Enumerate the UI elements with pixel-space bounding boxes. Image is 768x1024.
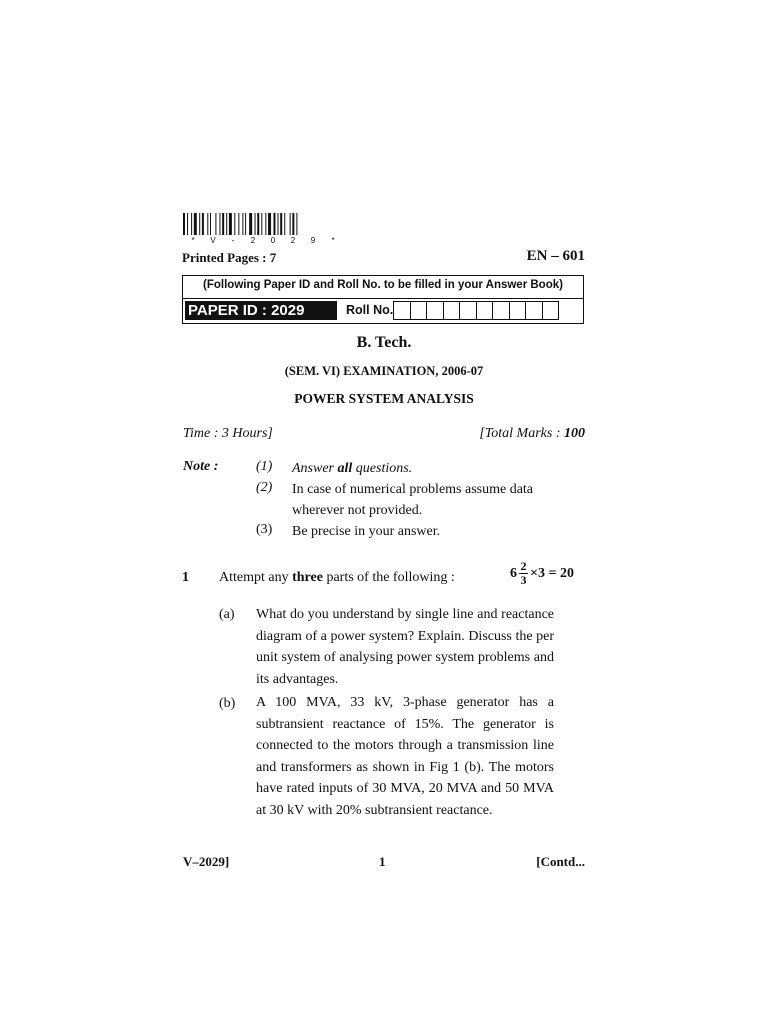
note-number: (1) xyxy=(256,459,273,474)
barcode-bar xyxy=(234,213,235,235)
fraction-denominator: 3 xyxy=(520,573,527,587)
roll-number-label: Roll No. xyxy=(346,303,394,317)
barcode-bar xyxy=(261,213,262,235)
roll-number-box xyxy=(410,301,428,320)
barcode-char: 9 xyxy=(310,236,316,245)
barcode xyxy=(183,213,343,235)
barcode-bar xyxy=(215,213,216,235)
note-item: In case of numerical problems assume data wherever not provided. xyxy=(292,482,534,518)
roll-number-box xyxy=(459,301,477,320)
question-number: 1 xyxy=(182,570,189,585)
page-number: 1 xyxy=(379,854,386,869)
barcode-char: * xyxy=(191,236,195,245)
barcode-bar xyxy=(265,213,266,235)
roll-number-box xyxy=(542,301,560,320)
printed-pages: Printed Pages : 7 xyxy=(182,250,277,265)
barcode-bar xyxy=(207,213,208,235)
part-text: What do you understand by single line and reactance diagram of a power system? Explain. Discuss the per unit system of analysing power system problems and its advantages. xyxy=(256,607,554,687)
barcode-bar xyxy=(249,213,252,235)
fraction-numerator: 2 xyxy=(520,559,527,573)
continued-label: [Contd... xyxy=(536,854,585,869)
question-instruction xyxy=(219,570,455,586)
paper-id-box xyxy=(182,275,584,324)
barcode-bar xyxy=(226,213,227,235)
roll-number-box xyxy=(426,301,444,320)
marks-rest: ×3 = 20 xyxy=(530,565,574,581)
barcode-text xyxy=(183,236,343,245)
barcode-bar xyxy=(191,213,192,235)
barcode-bar xyxy=(219,213,220,235)
barcode-bar xyxy=(290,213,291,235)
barcode-bar xyxy=(292,213,294,235)
question-text: Attempt any xyxy=(219,570,293,585)
roll-number-box xyxy=(525,301,543,320)
marks-fraction xyxy=(519,560,528,587)
barcode-bar xyxy=(268,213,271,235)
barcode-char: V xyxy=(210,236,216,245)
barcode-bar xyxy=(238,213,239,235)
barcode-bar xyxy=(194,213,197,235)
barcode-bar xyxy=(202,213,204,235)
barcode-char: 2 xyxy=(290,236,296,245)
note-item xyxy=(292,458,588,479)
note-label: Note : xyxy=(183,459,219,474)
barcode-bar xyxy=(229,213,232,235)
barcode-char: * xyxy=(331,236,335,245)
question-text: parts of the following : xyxy=(322,570,455,585)
part-label: (b) xyxy=(219,696,236,711)
barcode-bar xyxy=(296,213,297,235)
total-marks xyxy=(479,426,585,442)
note-number: (2) xyxy=(256,480,273,495)
divider xyxy=(183,298,583,299)
paper-id-label: PAPER ID : 2029 xyxy=(185,301,337,320)
part-label: (a) xyxy=(219,607,235,622)
note-number: (3) xyxy=(256,522,273,537)
question-marks xyxy=(510,560,574,587)
barcode-bar xyxy=(187,213,188,235)
paper-code: EN – 601 xyxy=(526,248,585,264)
barcode-bar xyxy=(284,213,285,235)
roll-number-box xyxy=(443,301,461,320)
roll-number-boxes xyxy=(393,301,558,320)
barcode-bar xyxy=(242,213,243,235)
degree-title: B. Tech. xyxy=(356,334,412,351)
footer-paper-code: V–2029] xyxy=(183,854,230,869)
barcode-char: 0 xyxy=(270,236,276,245)
note-text: questions. xyxy=(352,461,413,476)
barcode-bar xyxy=(183,213,185,235)
barcode-bar xyxy=(273,213,275,235)
barcode-bar xyxy=(257,213,259,235)
roll-number-box xyxy=(393,301,411,320)
note-item: Be precise in your answer. xyxy=(292,524,441,539)
barcode-bar xyxy=(222,213,224,235)
barcode-char: - xyxy=(231,236,235,245)
note-text: Answer xyxy=(292,461,338,476)
barcode-bar xyxy=(278,213,279,235)
roll-number-box xyxy=(476,301,494,320)
roll-number-box xyxy=(492,301,510,320)
subject-title: POWER SYSTEM ANALYSIS xyxy=(294,391,474,406)
barcode-bar xyxy=(210,213,211,235)
part-text: A 100 MVA, 33 kV, 3-phase generator has a subtransient reactance of 15%. The generator is connected to the motors through a transmission line and transformers as shown in Fig 1 (b). The motors have rated inputs of 30 MVA, 20 MVA and 50 MVA at 30 kV with 20% subtransient reactance. xyxy=(256,695,554,818)
barcode-bar xyxy=(255,213,256,235)
barcode-bar xyxy=(280,213,282,235)
total-marks-prefix: [Total Marks : xyxy=(479,426,564,441)
total-marks-value: 100 xyxy=(564,426,585,441)
exam-line: (SEM. VI) EXAMINATION, 2006-07 xyxy=(284,364,484,378)
question-emphasis: three xyxy=(292,570,323,585)
barcode-bar xyxy=(199,213,200,235)
marks-whole: 6 xyxy=(510,565,517,581)
roll-number-box xyxy=(509,301,527,320)
note-emphasis: all xyxy=(337,461,353,476)
time-allowed: Time : 3 Hours] xyxy=(183,426,273,441)
id-instruction: (Following Paper ID and Roll No. to be filled in your Answer Book) xyxy=(203,279,563,291)
barcode-char: 2 xyxy=(250,236,256,245)
barcode-bar xyxy=(245,213,246,235)
